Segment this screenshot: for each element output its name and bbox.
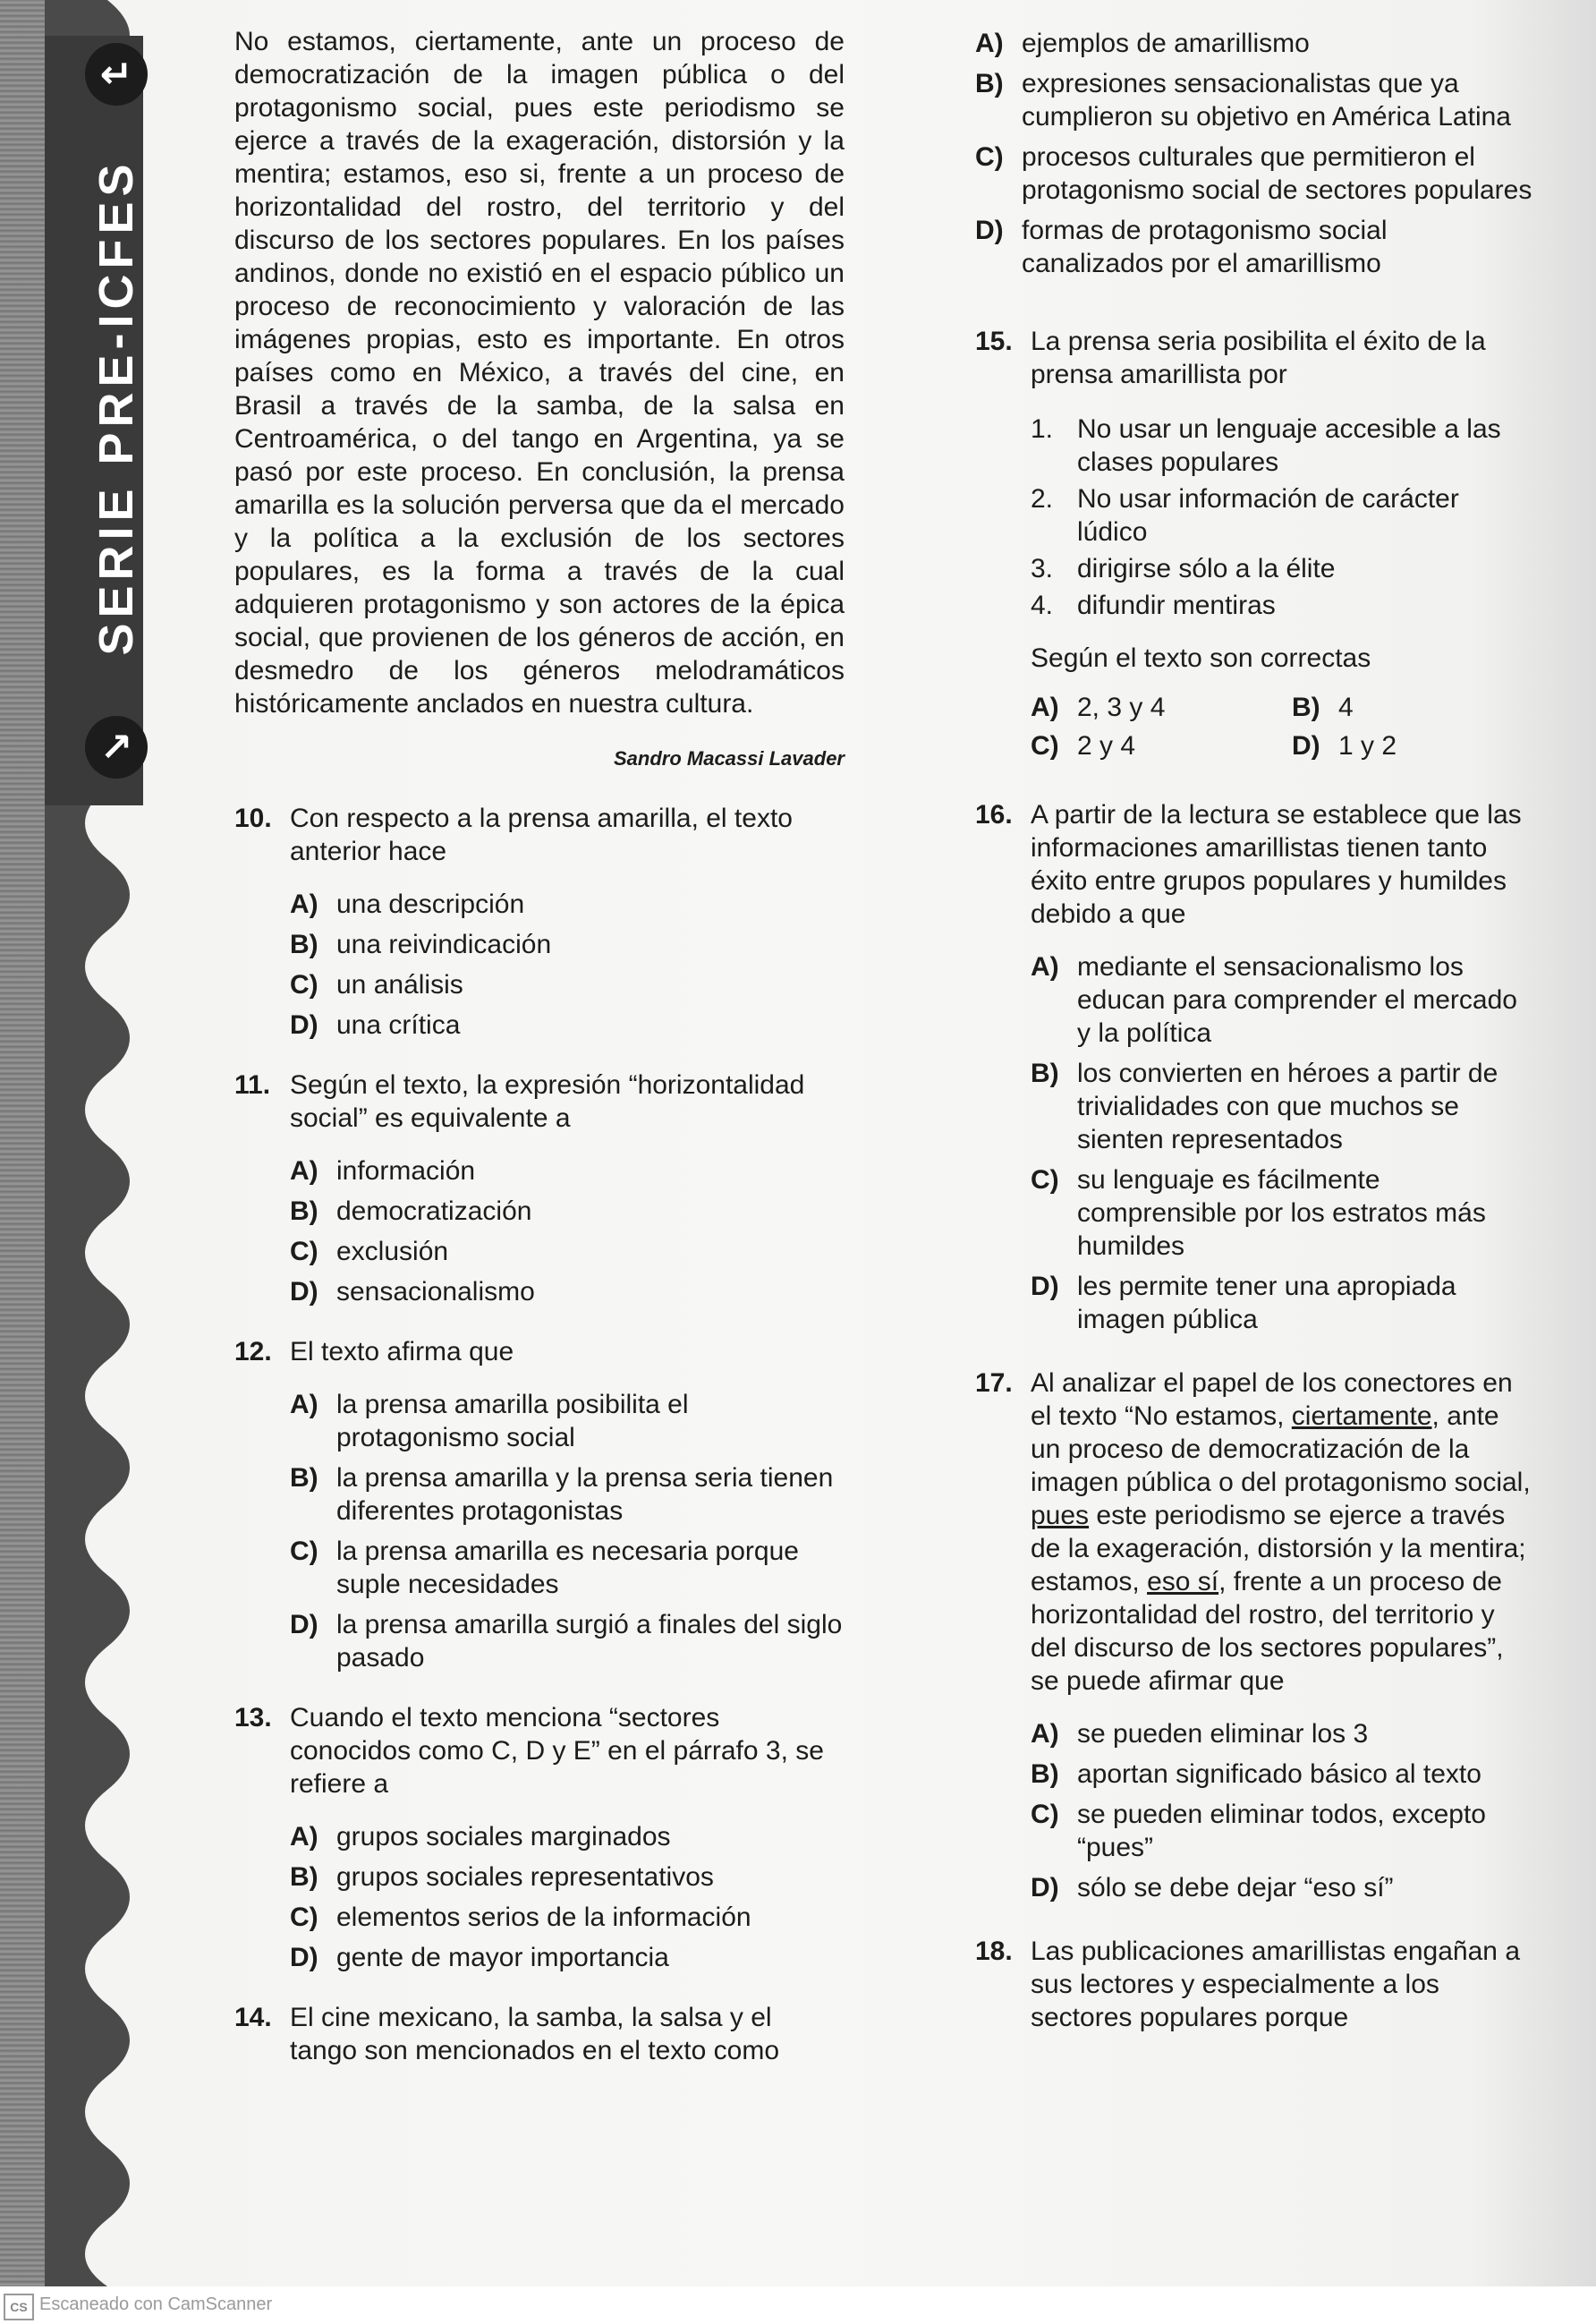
option-d[interactable] [290, 1009, 845, 1042]
option-text: 2 y 4 [1077, 731, 1136, 761]
option-d[interactable] [1031, 1270, 1535, 1336]
option-text: formas de protagonismo social canalizados por el amarillismo [1022, 216, 1388, 278]
option-text: su lenguaje es fácilmente comprensible por los estratos más humildes [1077, 1165, 1486, 1261]
option-text: sensacionalismo [336, 1277, 535, 1307]
answer-options [290, 1820, 845, 1974]
statement-text: No usar un lenguaje accesible a las clases populares [1077, 414, 1501, 477]
answer-options [1031, 1717, 1535, 1904]
option-d[interactable] [1031, 1871, 1535, 1904]
statement-prompt: Según el texto son correctas [1031, 643, 1371, 673]
option-letter: A) [290, 1822, 318, 1852]
option-letter: B) [1031, 1059, 1059, 1088]
underlined-connector: eso sí [1147, 1567, 1219, 1596]
question-11 [234, 1068, 845, 1308]
option-text: una crítica [336, 1010, 461, 1040]
option-text: se pueden eliminar los 3 [1077, 1719, 1369, 1749]
option-a[interactable] [1031, 950, 1535, 1050]
option-letter: D) [975, 216, 1004, 245]
option-letter: A) [290, 890, 318, 919]
option-letter: B) [290, 1862, 318, 1892]
option-text: exclusión [336, 1237, 449, 1266]
statement-item [1031, 589, 1535, 622]
question-12 [234, 1335, 845, 1674]
question-17 [975, 1366, 1535, 1904]
option-c[interactable] [290, 968, 845, 1001]
question-text-part: , frente a un proceso de horizontalidad del rostro, del territorio y del discurso de los sectores populares”, se puede afirmar que [1031, 1567, 1504, 1696]
option-text: una reivindicación [336, 930, 552, 959]
question-text: Con respecto a la prensa amarilla, el texto anterior hace [290, 804, 793, 866]
option-d[interactable] [1292, 729, 1535, 762]
question-text [1031, 1366, 1535, 1698]
option-letter: B) [290, 930, 318, 959]
option-text: una descripción [336, 890, 525, 919]
option-letter: A) [1031, 1719, 1059, 1749]
option-letter: A) [290, 1156, 318, 1186]
question-number: 17. [975, 1368, 1013, 1398]
option-letter: D) [290, 1943, 318, 1972]
option-d[interactable] [290, 1941, 845, 1974]
statement-number: 3. [1031, 554, 1054, 583]
option-text: mediante el sensacionalismo los educan para comprender el mercado y la política [1077, 952, 1517, 1048]
option-a[interactable] [1031, 1717, 1535, 1750]
statement-number: 1. [1031, 414, 1054, 444]
underlined-connector: pues [1031, 1501, 1090, 1530]
option-c[interactable] [290, 1901, 845, 1934]
option-text: la prensa amarilla es necesaria porque suple necesidades [336, 1537, 799, 1599]
option-letter: D) [290, 1610, 318, 1639]
question-14-options [975, 27, 1535, 280]
left-column [234, 25, 845, 2067]
option-letter: B) [1031, 1759, 1059, 1789]
option-letter: C) [290, 1903, 318, 1932]
option-a[interactable] [290, 1820, 845, 1853]
option-letter: D) [1031, 1873, 1059, 1903]
question-13 [234, 1701, 845, 1974]
option-c[interactable] [290, 1535, 845, 1601]
question-number: 12. [234, 1337, 272, 1366]
option-letter: C) [290, 1537, 318, 1566]
statement-item [1031, 482, 1535, 549]
question-number: 13. [234, 1703, 272, 1732]
option-text: se pueden eliminar todos, excepto “pues” [1077, 1800, 1486, 1862]
option-letter: C) [1031, 1165, 1059, 1195]
passage-author: Sandro Macassi Lavader [613, 747, 845, 770]
scanner-watermark-text: Escaneado con CamScanner [39, 2294, 273, 2314]
question-text: El texto afirma que [290, 1337, 514, 1366]
question-number: 16. [975, 800, 1013, 830]
option-letter: C) [1031, 731, 1059, 761]
option-text: sólo se debe dejar “eso sí” [1077, 1873, 1394, 1903]
question-number: 11. [234, 1070, 271, 1100]
option-b[interactable] [1031, 1057, 1535, 1156]
question-16 [975, 798, 1535, 1336]
option-text: 2, 3 y 4 [1077, 693, 1166, 722]
option-text: grupos sociales marginados [336, 1822, 671, 1852]
option-letter: A) [290, 1390, 318, 1419]
option-text: gente de mayor importancia [336, 1943, 669, 1972]
option-letter: D) [290, 1010, 318, 1040]
series-logo-bottom-icon: ↗ [85, 716, 148, 779]
option-a[interactable] [290, 1154, 845, 1188]
option-text: la prensa amarilla surgió a finales del siglo pasado [336, 1610, 843, 1673]
option-d[interactable] [290, 1608, 845, 1674]
question-number: 15. [975, 327, 1013, 356]
option-letter: D) [290, 1277, 318, 1307]
option-letter: B) [290, 1196, 318, 1226]
option-letter: A) [975, 29, 1004, 58]
option-a[interactable] [1031, 691, 1274, 724]
question-text: A partir de la lectura se establece que las informaciones amarillistas tienen tanto éxito entre grupos populares y humildes debido a que [1031, 800, 1522, 929]
statement-text: difundir mentiras [1077, 591, 1276, 620]
question-18 [975, 1935, 1535, 2034]
question-text-part: este periodismo se ejerce a través de la exageración, distorsión y la mentira; estamos, [1031, 1501, 1526, 1596]
question-number: 18. [975, 1937, 1013, 1966]
option-a[interactable] [290, 888, 845, 921]
option-b[interactable] [975, 67, 1535, 133]
statement-item [1031, 413, 1535, 479]
question-number: 10. [234, 804, 272, 833]
question-text: La prensa seria posibilita el éxito de la prensa amarillista por [1031, 327, 1486, 389]
question-text: Según el texto, la expresión “horizontalidad social” es equivalente a [290, 1070, 805, 1133]
option-text: información [336, 1156, 476, 1186]
option-text: un análisis [336, 970, 463, 1000]
statement-text: No usar información de carácter lúdico [1077, 484, 1459, 547]
question-text: Cuando el texto menciona “sectores conocidos como C, D y E” en el párrafo 3, se refiere a [290, 1703, 824, 1799]
option-d[interactable] [290, 1275, 845, 1308]
camscanner-logo-icon: CS [4, 2294, 34, 2320]
numbered-statements [1031, 413, 1535, 622]
scanner-footer [0, 2286, 1596, 2324]
answer-options [290, 1388, 845, 1674]
option-text: la prensa amarilla y la prensa seria tienen diferentes protagonistas [336, 1463, 834, 1526]
option-text: 4 [1338, 693, 1354, 722]
option-text: expresiones sensacionalistas que ya cumplieron su objetivo en América Latina [1022, 69, 1511, 132]
option-letter: C) [290, 970, 318, 1000]
option-b[interactable] [1292, 691, 1535, 724]
answer-options [290, 1154, 845, 1308]
question-10 [234, 802, 845, 1042]
option-text: procesos culturales que permitieron el protagonismo social de sectores populares [1022, 142, 1532, 205]
question-text: Las publicaciones amarillistas engañan a sus lectores y especialmente a los sectores populares porque [1031, 1937, 1521, 2032]
answer-options [1031, 950, 1535, 1336]
option-b[interactable] [290, 1195, 845, 1228]
reading-passage: No estamos, ciertamente, ante un proceso de democratización de la imagen pública o del protagonismo social, pues este periodismo se ejerce a través de la exageración, distorsión y la mentira; estamos, eso si, frente a un proceso de horizontalidad del rostro, del territorio y del discurso de los sectores populares. En los países andinos, donde no existió en el espacio público un proceso de reconocimiento y valoración de las imágenes propias, esto es importante. En otros países como en México, a través del cine, en Brasil a través de la samba, de la salsa en Centroamérica, o del tango en Argentina, ya se pasó por este proceso. En conclusión, la prensa amarilla es la solución perversa que da el mercado y la política a la exclusión de los sectores populares, es la forma a través de la cual adquieren protagonismo y son actores de la épica social, que provienen de los géneros de acción, en desmedro de los géneros melodramáticos históricamente anclados en nuestra cultura. [234, 27, 845, 719]
option-c[interactable] [975, 140, 1535, 207]
option-letter: A) [1031, 693, 1059, 722]
series-label: SERIE PRE-ICFES [89, 158, 143, 656]
option-c[interactable] [1031, 1163, 1535, 1263]
option-b[interactable] [290, 928, 845, 961]
option-letter: C) [1031, 1800, 1059, 1829]
option-text: elementos serios de la información [336, 1903, 751, 1932]
option-text: la prensa amarilla posibilita el protagonismo social [336, 1390, 689, 1452]
option-text: los convierten en héroes a partir de trivialidades con que muchos se sienten representados [1077, 1059, 1498, 1154]
statement-text: dirigirse sólo a la élite [1077, 554, 1336, 583]
statement-number: 2. [1031, 484, 1054, 514]
question-15 [975, 325, 1535, 768]
option-a[interactable] [975, 27, 1535, 60]
question-text: El cine mexicano, la samba, la salsa y el tango son mencionados en el texto como [290, 2003, 780, 2065]
option-letter: B) [1292, 693, 1320, 722]
option-text: ejemplos de amarillismo [1022, 29, 1310, 58]
option-c[interactable] [290, 1235, 845, 1268]
option-c[interactable] [1031, 1798, 1535, 1864]
question-14 [234, 2001, 845, 2067]
option-text: les permite tener una apropiada imagen pública [1077, 1272, 1456, 1334]
option-a[interactable] [290, 1388, 845, 1454]
option-text: 1 y 2 [1338, 731, 1397, 761]
statement-item [1031, 552, 1535, 585]
option-c[interactable] [1031, 729, 1274, 762]
option-b[interactable] [1031, 1758, 1535, 1791]
statement-number: 4. [1031, 591, 1054, 620]
answer-options [1031, 691, 1535, 768]
right-column [975, 27, 1535, 2034]
option-text: grupos sociales representativos [336, 1862, 714, 1892]
underlined-connector: ciertamente [1291, 1401, 1432, 1431]
option-letter: C) [975, 142, 1004, 172]
option-letter: D) [1292, 731, 1320, 761]
option-letter: D) [1031, 1272, 1059, 1301]
question-text-part: Al analizar el papel de los conectores en el texto “No estamos, [1031, 1368, 1513, 1431]
option-text: democratización [336, 1196, 532, 1226]
option-letter: B) [290, 1463, 318, 1493]
option-letter: B) [975, 69, 1004, 98]
option-b[interactable] [290, 1860, 845, 1894]
option-b[interactable] [290, 1461, 845, 1528]
series-logo-top-icon: ↵ [85, 43, 148, 106]
answer-options [290, 888, 845, 1042]
question-text-part: , ante un proceso de democratización de la imagen pública o del protagonismo social, [1031, 1401, 1531, 1497]
option-letter: C) [290, 1237, 318, 1266]
question-number: 14. [234, 2003, 272, 2032]
option-letter: A) [1031, 952, 1059, 982]
option-text: aportan significado básico al texto [1077, 1759, 1481, 1789]
option-d[interactable] [975, 214, 1535, 280]
